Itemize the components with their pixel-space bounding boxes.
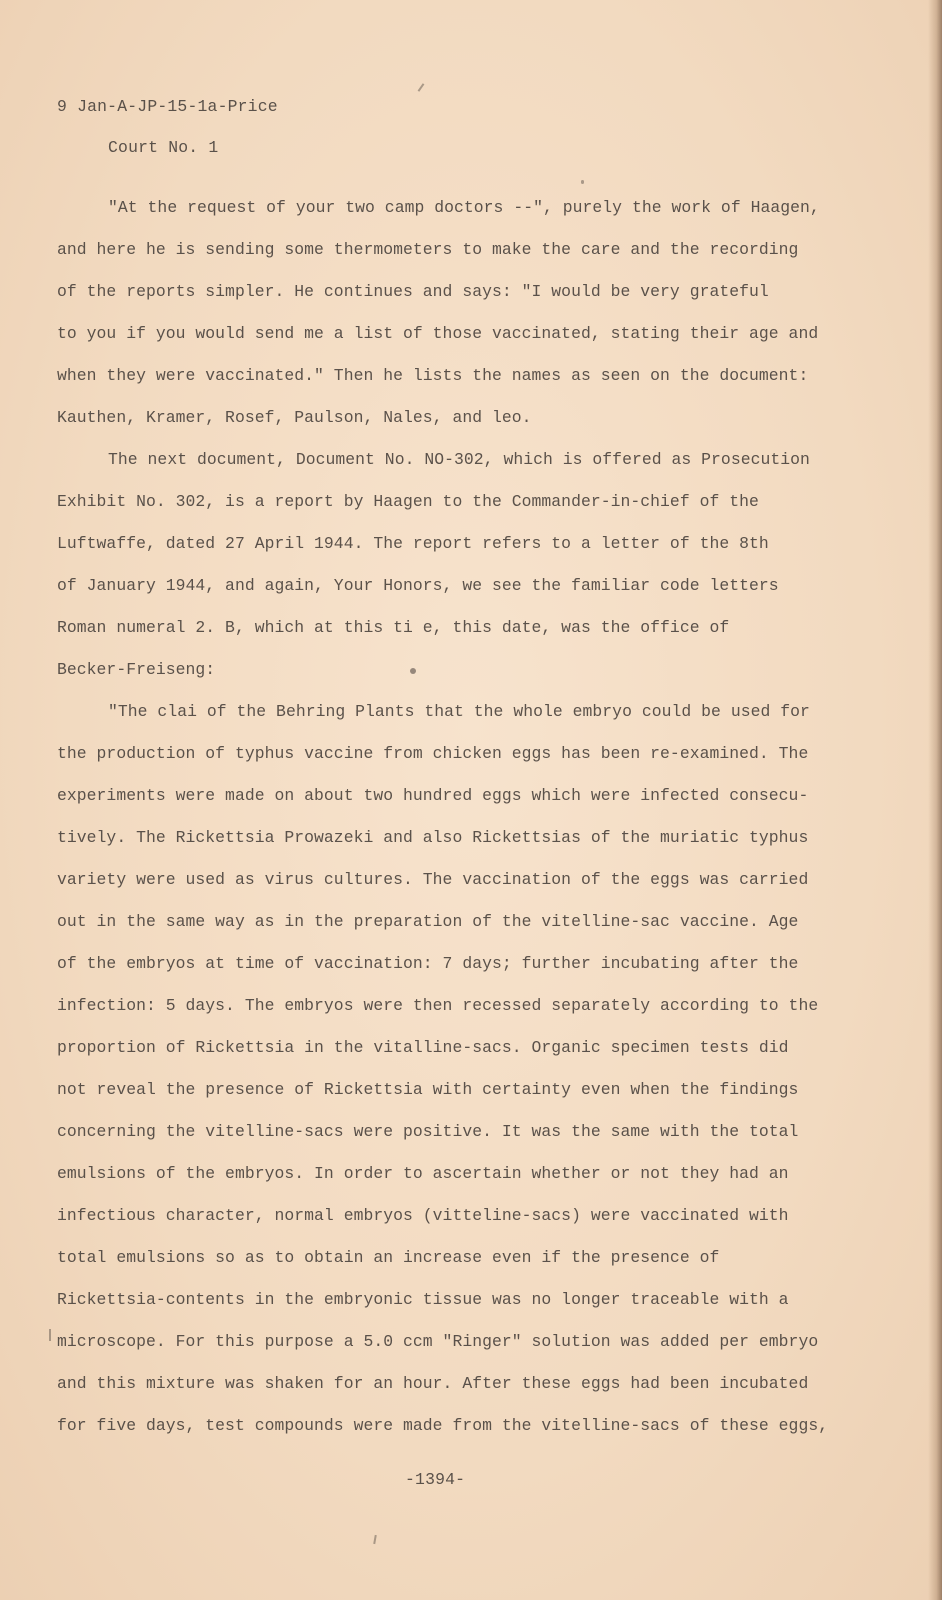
paper-speck (418, 83, 425, 92)
text-line: emulsions of the embryos. In order to ascertain whether or not they had an (57, 1164, 789, 1183)
text-line: and here he is sending some thermometers to make the care and the recording (57, 240, 799, 259)
text-line: for five days, test compounds were made from the vitelline-sacs of these eggs, (57, 1416, 829, 1435)
text-line: The next document, Document No. NO-302, which is offered as Prosecution (108, 450, 810, 469)
paper-speck (373, 1535, 377, 1544)
text-line: Rickettsia-contents in the embryonic tissue was no longer traceable with a (57, 1290, 789, 1309)
text-line: experiments were made on about two hundred eggs which were infected consecu- (57, 786, 809, 805)
text-line: total emulsions so as to obtain an increase even if the presence of (57, 1248, 720, 1267)
text-line: the production of typhus vaccine from chicken eggs has been re-examined. The (57, 744, 809, 763)
document-reference-code: 9 Jan-A-JP-15-1a-Price (57, 97, 278, 116)
text-line: Luftwaffe, dated 27 April 1944. The report refers to a letter of the 8th (57, 534, 769, 553)
text-line: tively. The Rickettsia Prowazeki and also Rickettsias of the muriatic typhus (57, 828, 809, 847)
paper-speck (410, 668, 416, 674)
page-number: -1394- (405, 1470, 466, 1489)
text-line: "The clai of the Behring Plants that the whole embryo could be used for (108, 702, 810, 721)
text-line: Becker-Freiseng: (57, 660, 216, 679)
text-line: out in the same way as in the preparation of the vitelline-sac vaccine. Age (57, 912, 799, 931)
paper-edge-shadow (928, 0, 942, 1600)
text-line: microscope. For this purpose a 5.0 ccm "Ringer" solution was added per embryo (57, 1332, 819, 1351)
text-line: Kauthen, Kramer, Rosef, Paulson, Nales, and leo. (57, 408, 532, 427)
text-line: when they were vaccinated." Then he lists the names as seen on the document: (57, 366, 809, 385)
text-line: "At the request of your two camp doctors --", purely the work of Haagen, (108, 198, 820, 217)
court-number: Court No. 1 (108, 138, 219, 157)
text-line: variety were used as virus cultures. The vaccination of the eggs was carried (57, 870, 809, 889)
text-line: Exhibit No. 302, is a report by Haagen to the Commander-in-chief of the (57, 492, 759, 511)
text-line: proportion of Rickettsia in the vitalline-sacs. Organic specimen tests did (57, 1038, 789, 1057)
text-line: infectious character, normal embryos (vitteline-sacs) were vaccinated with (57, 1206, 789, 1225)
text-line: of January 1944, and again, Your Honors, we see the familiar code letters (57, 576, 779, 595)
text-line: and this mixture was shaken for an hour. After these eggs had been incubated (57, 1374, 809, 1393)
text-line: of the embryos at time of vaccination: 7 days; further incubating after the (57, 954, 799, 973)
text-line: to you if you would send me a list of those vaccinated, stating their age and (57, 324, 819, 343)
paper-speck (49, 1329, 51, 1341)
text-line: concerning the vitelline-sacs were positive. It was the same with the total (57, 1122, 799, 1141)
text-line: of the reports simpler. He continues and says: "I would be very grateful (57, 282, 769, 301)
text-line: Roman numeral 2. B, which at this ti e, this date, was the office of (57, 618, 730, 637)
paper-speck (581, 180, 584, 184)
text-line: not reveal the presence of Rickettsia with certainty even when the findings (57, 1080, 799, 1099)
text-line: infection: 5 days. The embryos were then recessed separately according to the (57, 996, 819, 1015)
